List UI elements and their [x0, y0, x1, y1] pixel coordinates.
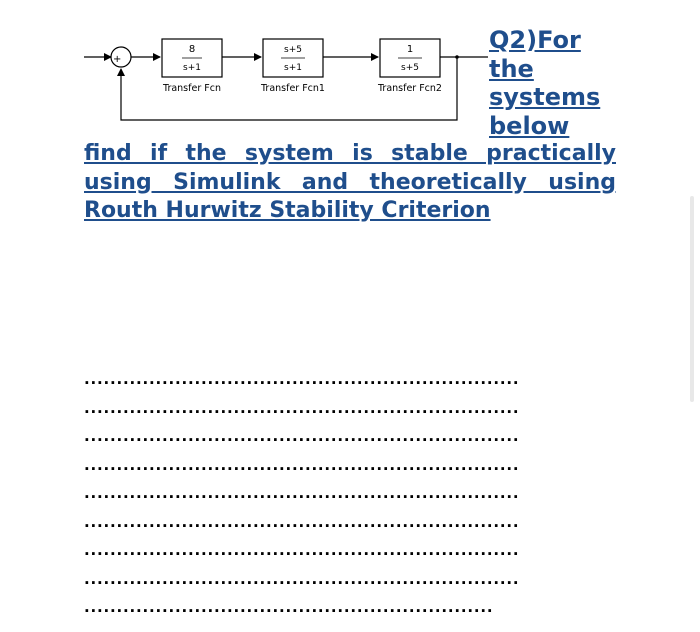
block-numerator: s+5 [284, 45, 302, 55]
answer-dotted-line: ................................................................... [84, 569, 520, 588]
question-heading-line: systems [489, 83, 601, 111]
block-label: Transfer Fcn1 [261, 83, 325, 94]
answer-dotted-line: ................................................................... [84, 512, 520, 531]
question-heading-line: the [489, 54, 534, 83]
block-numerator: 8 [188, 44, 196, 55]
block-label: Transfer Fcn [163, 83, 221, 94]
answer-dotted-line: ................................................................... [84, 398, 520, 417]
question-heading-line: Q2)For [489, 26, 581, 54]
sum-plus-sign: + [113, 54, 122, 65]
block-numerator: 1 [406, 44, 414, 55]
block-label: Transfer Fcn2 [378, 83, 442, 94]
block-denominator: s+1 [183, 63, 201, 73]
answer-dotted-line: ................................................................... [84, 455, 520, 474]
answer-dotted-line: ................................................................... [84, 484, 520, 502]
question-heading-line: below [489, 111, 570, 140]
question-heading [489, 26, 629, 140]
block-denominator: s+5 [401, 63, 419, 73]
answer-dotted-line: ................................................................... [84, 427, 520, 445]
question-body: find if the system is stable practically using Simulink and theoretically using Routh Hurwitz Stability Criterion [84, 141, 616, 223]
answer-dotted-line: ............................................................... [84, 598, 494, 616]
transfer-fcn2-block [377, 39, 442, 94]
transfer-fcn1-block [260, 39, 325, 94]
transfer-fcn-block [162, 39, 222, 94]
scrollbar[interactable] [690, 196, 694, 402]
answer-dotted-line: ................................................................... [84, 541, 520, 559]
answer-dotted-line: ................................................................... [84, 370, 520, 388]
answer-area [84, 365, 624, 622]
sum-minus-sign: - [118, 62, 122, 73]
block-denominator: s+1 [284, 63, 302, 73]
